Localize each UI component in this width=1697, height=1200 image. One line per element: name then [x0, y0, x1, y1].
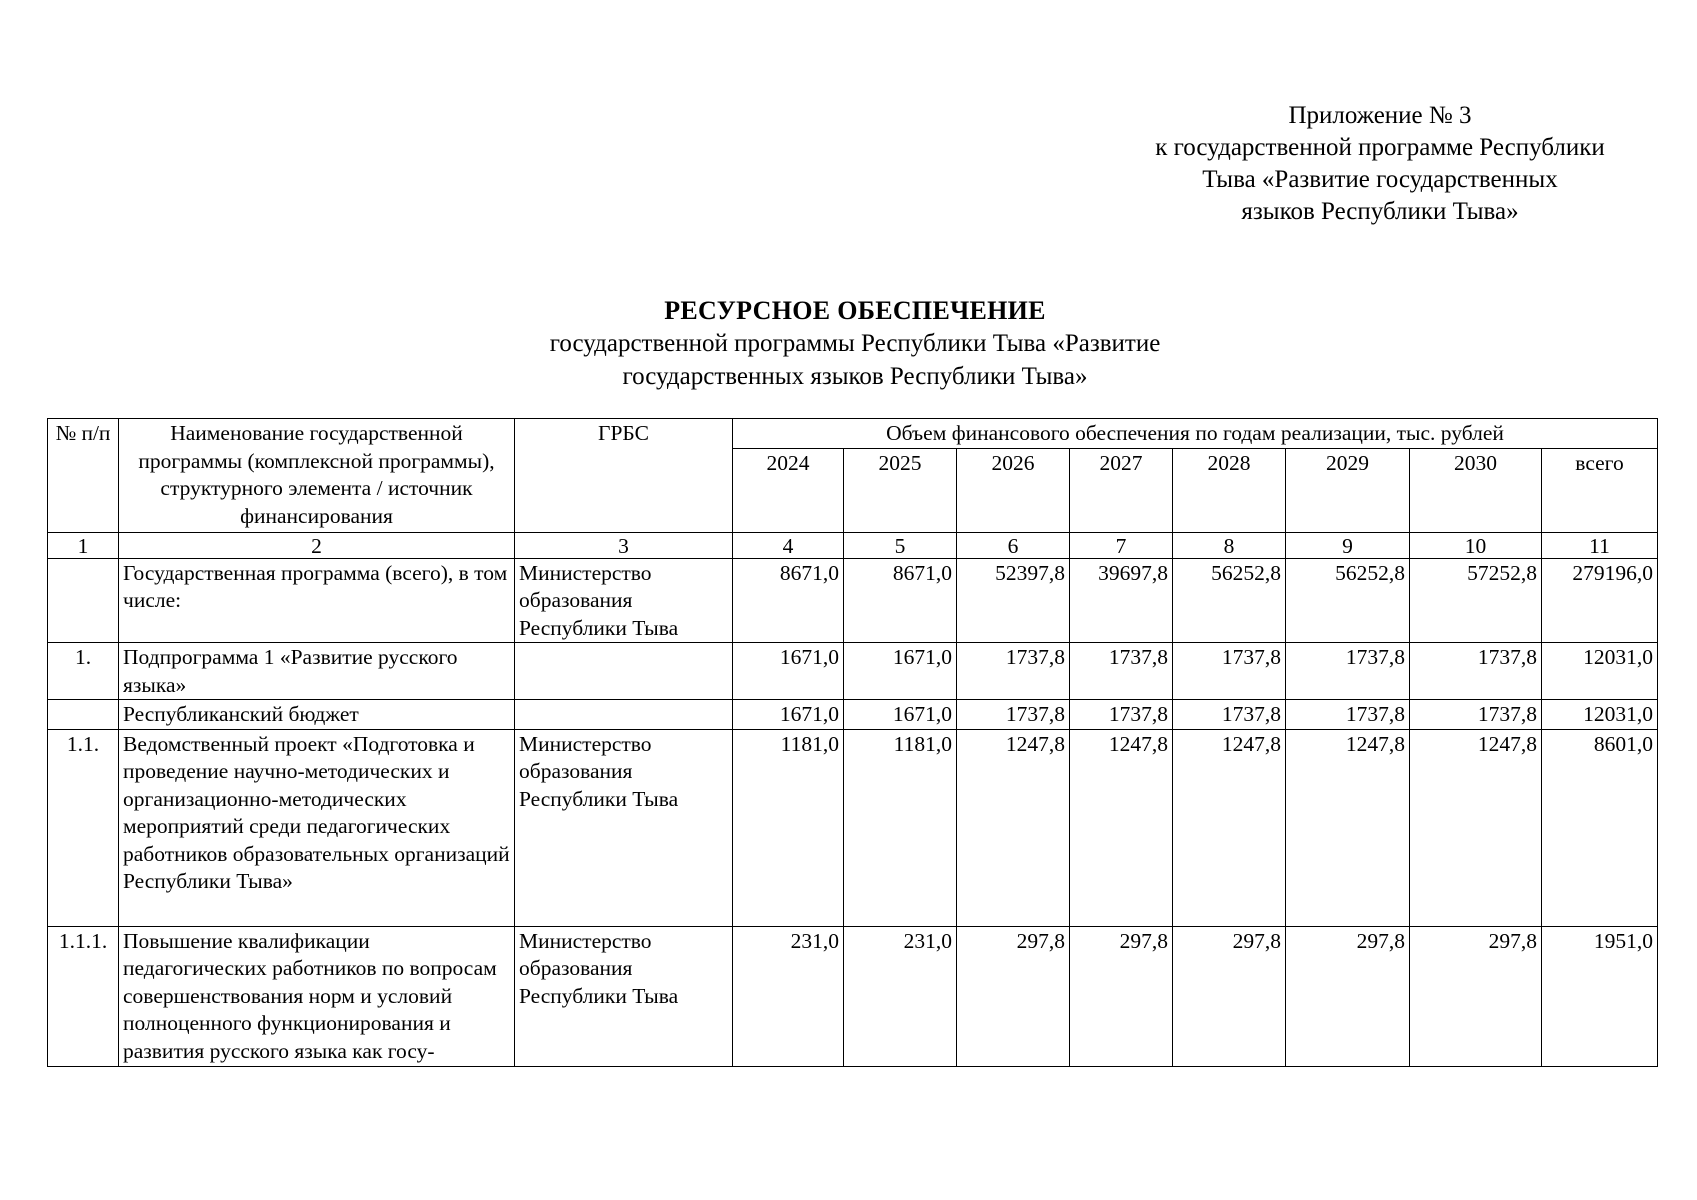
row-num — [48, 700, 119, 730]
row-value: 1247,8 — [1286, 729, 1410, 926]
row-num — [48, 558, 119, 643]
appendix-caption — [1110, 100, 1650, 228]
column-number: 5 — [844, 532, 957, 558]
row-value: 231,0 — [733, 926, 844, 1066]
row-num: 1.1.1. — [48, 926, 119, 1066]
column-number: 11 — [1542, 532, 1658, 558]
column-number: 7 — [1070, 532, 1173, 558]
row-value: 1247,8 — [957, 729, 1070, 926]
column-number: 2 — [119, 532, 515, 558]
row-total: 8601,0 — [1542, 729, 1658, 926]
row-value: 39697,8 — [1070, 558, 1173, 643]
row-grbs: Министерство образования Республики Тыва — [515, 729, 733, 926]
header-year: 2030 — [1410, 448, 1542, 532]
row-value: 56252,8 — [1286, 558, 1410, 643]
appendix-line-1: Приложение № 3 — [1288, 102, 1472, 129]
row-value: 1737,8 — [1286, 700, 1410, 730]
row-name: Подпрограмма 1 «Развитие русского языка» — [119, 643, 515, 700]
row-value: 1247,8 — [1410, 729, 1542, 926]
header-name: Наименование государственной программы (комплексной программы), структурного элемента / источник финансирования — [119, 419, 515, 533]
row-value: 56252,8 — [1173, 558, 1286, 643]
row-value: 57252,8 — [1410, 558, 1542, 643]
row-grbs: Министерство образования Республики Тыва — [515, 558, 733, 643]
row-value: 1247,8 — [1070, 729, 1173, 926]
row-value: 1181,0 — [733, 729, 844, 926]
column-number: 10 — [1410, 532, 1542, 558]
table-row — [48, 729, 1658, 926]
header-volume: Объем финансового обеспечения по годам реализации, тыс. рублей — [733, 419, 1658, 449]
table-row — [48, 926, 1658, 1066]
row-grbs: Министерство образования Республики Тыва — [515, 926, 733, 1066]
row-total: 279196,0 — [1542, 558, 1658, 643]
header-year: 2024 — [733, 448, 844, 532]
column-number: 3 — [515, 532, 733, 558]
row-value: 297,8 — [1070, 926, 1173, 1066]
row-value: 1737,8 — [957, 700, 1070, 730]
header-grbs: ГРБС — [515, 419, 733, 533]
row-total: 12031,0 — [1542, 643, 1658, 700]
header-year: 2025 — [844, 448, 957, 532]
row-value: 1737,8 — [1070, 700, 1173, 730]
table-row — [48, 643, 1658, 700]
row-total: 1951,0 — [1542, 926, 1658, 1066]
header-year: 2028 — [1173, 448, 1286, 532]
appendix-line-2: к государственной программе Республики — [1155, 134, 1605, 161]
column-number: 1 — [48, 532, 119, 558]
title-main: РЕСУРСНОЕ ОБЕСПЕЧЕНИЕ — [664, 296, 1046, 325]
row-value: 1247,8 — [1173, 729, 1286, 926]
row-grbs — [515, 700, 733, 730]
row-value: 1671,0 — [844, 643, 957, 700]
row-value: 231,0 — [844, 926, 957, 1066]
row-value: 297,8 — [1286, 926, 1410, 1066]
row-name: Ведомственный проект «Подготовка и проведение научно-методических и организационно-методических мероприятий среди педагогических работников образовательных организаций Республики Тыва» — [119, 729, 515, 926]
table-row — [48, 700, 1658, 730]
column-number: 4 — [733, 532, 844, 558]
row-value: 1737,8 — [957, 643, 1070, 700]
row-value: 1737,8 — [1286, 643, 1410, 700]
row-num: 1.1. — [48, 729, 119, 926]
row-value: 297,8 — [1410, 926, 1542, 1066]
row-value: 1671,0 — [844, 700, 957, 730]
header-num: № п/п — [48, 419, 119, 533]
resource-table — [47, 418, 1658, 1067]
column-number: 8 — [1173, 532, 1286, 558]
row-value: 1671,0 — [733, 643, 844, 700]
row-num: 1. — [48, 643, 119, 700]
row-value: 1737,8 — [1173, 700, 1286, 730]
column-numbers-row — [48, 532, 1658, 558]
row-value: 1737,8 — [1410, 643, 1542, 700]
row-value: 1671,0 — [733, 700, 844, 730]
appendix-line-3: Тыва «Развитие государственных — [1202, 166, 1558, 193]
header-year: 2029 — [1286, 448, 1410, 532]
row-name: Повышение квалификации педагогических работников по вопросам совершенствования норм и условий полноценного функционирования и развития русского языка как госу- — [119, 926, 515, 1066]
header-row-1 — [48, 419, 1658, 449]
header-year: 2027 — [1070, 448, 1173, 532]
row-grbs — [515, 643, 733, 700]
row-total: 12031,0 — [1542, 700, 1658, 730]
row-value: 52397,8 — [957, 558, 1070, 643]
row-value: 8671,0 — [844, 558, 957, 643]
row-value: 1737,8 — [1070, 643, 1173, 700]
column-number: 9 — [1286, 532, 1410, 558]
title-sub-1: государственной программы Республики Тыва «Развитие — [549, 330, 1161, 357]
row-value: 1737,8 — [1173, 643, 1286, 700]
row-value: 297,8 — [957, 926, 1070, 1066]
title-sub-2: государственных языков Республики Тыва» — [622, 363, 1088, 390]
appendix-line-4: языков Республики Тыва» — [1241, 198, 1519, 225]
table-row — [48, 558, 1658, 643]
column-number: 6 — [957, 532, 1070, 558]
row-value: 297,8 — [1173, 926, 1286, 1066]
header-total: всего — [1542, 448, 1658, 532]
header-year: 2026 — [957, 448, 1070, 532]
row-value: 1737,8 — [1410, 700, 1542, 730]
row-name: Республиканский бюджет — [119, 700, 515, 730]
row-name: Государственная программа (всего), в том числе: — [119, 558, 515, 643]
document-title — [440, 294, 1270, 393]
row-value: 1181,0 — [844, 729, 957, 926]
row-value: 8671,0 — [733, 558, 844, 643]
